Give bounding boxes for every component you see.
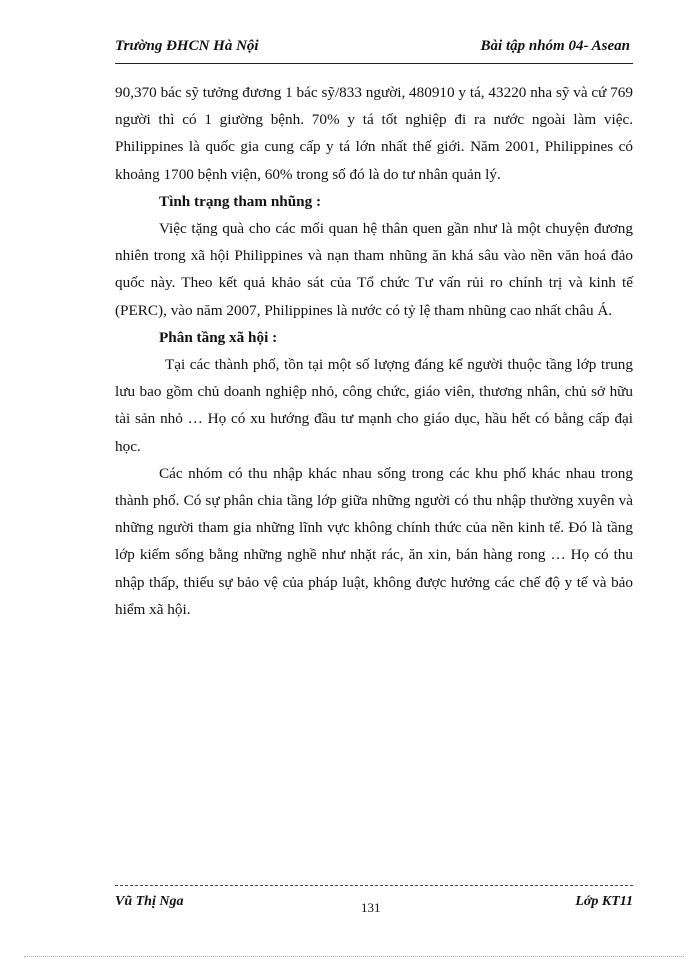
page-header — [115, 38, 630, 62]
heading-corruption: Tình trạng tham nhũng : — [159, 192, 322, 210]
page-footer — [115, 894, 633, 918]
paragraph-middle-class: Tại các thành phố, tồn tại một số lượng đáng kể người thuộc tầng lớp trung lưu bao gồm chủ doanh nghiệp nhỏ, công chức, giáo viên, thương nhân, chủ sở hữu tài sản nhỏ … Họ có xu hướng đầu tư mạnh cho giáo dục, hầu hết có bằng cấp đại học. — [115, 356, 633, 455]
header-divider — [115, 63, 633, 64]
heading-social-stratification: Phân tầng xã hội : — [159, 328, 278, 346]
document-body — [115, 79, 633, 623]
header-assignment-title: Bài tập nhóm 04- Asean — [480, 38, 630, 54]
footer-class: Lớp KT11 — [575, 894, 633, 909]
footer-author: Vũ Thị Nga — [115, 894, 184, 909]
paragraph-corruption: Việc tặng quà cho các mối quan hệ thân quen gần như là một chuyện đương nhiên trong xã hội Philippines và nạn tham nhũng ăn khá sâu vào nền văn hoá đảo quốc này. Theo kết quả khảo sát của Tổ chức Tư vấn rủi ro chính trị và kinh tế (PERC), vào năm 2007, Philippines là nước có tỷ lệ tham nhũng cao nhất châu Á. — [115, 220, 633, 319]
paragraph-healthcare: 90,370 bác sỹ tưởng đương 1 bác sỹ/833 người, 480910 y tá, 43220 nha sỹ và cứ 769 người thì có 1 giường bệnh. 70% y tá tốt nghiệp đi ra nước ngoài làm việc. Philippines là quốc gia cung cấp y tá lớn nhất thế giới. Năm 2001, Philippines có khoảng 1700 bệnh viện, 60% trong số đó là do tư nhân quản lý. — [115, 84, 633, 183]
paragraph-income-groups: Các nhóm có thu nhập khác nhau sống trong các khu phố khác nhau trong thành phố. Có sự phân chia tầng lớp giữa những người có thu nhập thường xuyên và những người tham gia những lĩnh vực không chính thức của nền kinh tế. Đó là tầng lớp kiếm sống bằng những nghề như nhặt rác, ăn xin, bán hàng rong … Họ có thu nhập thấp, thiếu sự bảo vệ của pháp luật, không được hưởng các chế độ y tế và bảo hiểm xã hội. — [115, 464, 633, 618]
page-number: 131 — [361, 900, 381, 915]
page-edge-divider — [24, 956, 684, 957]
header-school-name: Trường ĐHCN Hà Nội — [115, 38, 259, 54]
footer-divider — [115, 885, 633, 886]
